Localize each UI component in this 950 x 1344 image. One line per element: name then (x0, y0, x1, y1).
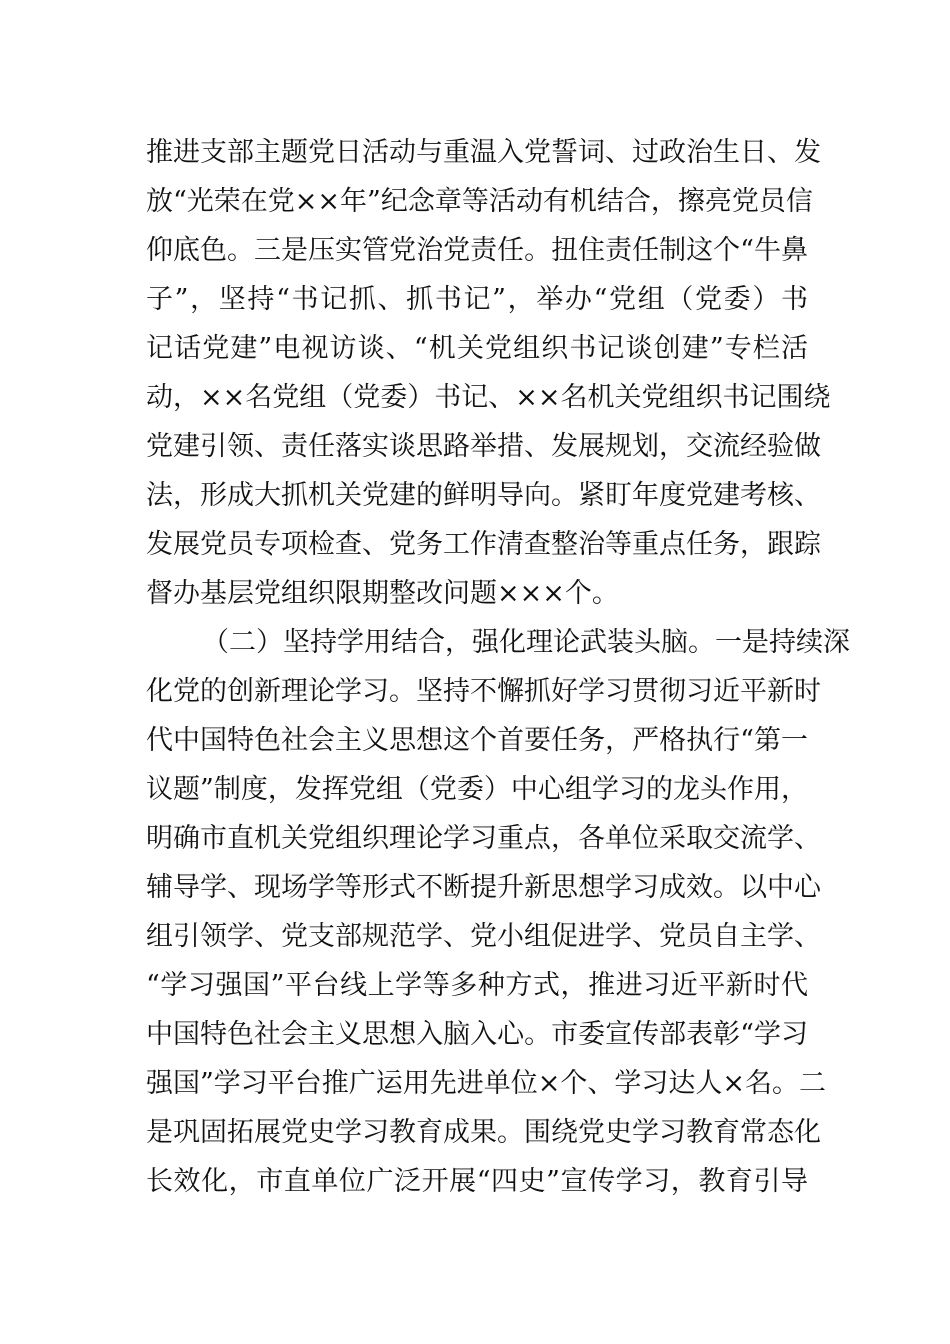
text-line-5: 记话党建”电视访谈、“机关党组织书记谈创建”专栏活 (146, 333, 808, 364)
text-line-22: 长效化，市直单位广泛开展“四史”宣传学习，教育引导 (146, 1166, 808, 1197)
text-line-2: 放“光荣在党××年”纪念章等活动有机结合，擦亮党员信 (146, 186, 813, 217)
text-line-3: 仰底色。三是压实管党治党责任。扭住责任制这个“牛鼻 (146, 235, 808, 266)
text-line-6: 动，××名党组（党委）书记、××名机关党组织书记围绕 (146, 382, 831, 413)
text-line-19: 中国特色社会主义思想入脑入心。市委宣传部表彰“学习 (146, 1019, 808, 1050)
section-heading-line: （二）坚持学用结合，强化理论武装头脑。一是持续深 (202, 627, 850, 658)
text-line-17: 组引领学、党支部规范学、党小组促进学、党员自主学、 (146, 921, 821, 952)
text-line-12: 化党的创新理论学习。坚持不懈抓好学习贯彻习近平新时 (146, 676, 821, 707)
text-line-4: 子”，坚持“书记抓、抓书记”，举办“党组（党委）书 (146, 284, 808, 315)
text-line-14: 议题”制度，发挥党组（党委）中心组学习的龙头作用， (146, 774, 808, 805)
text-line-10: 督办基层党组织限期整改问题×××个。 (146, 578, 619, 609)
text-line-15: 明确市直机关党组织理论学习重点，各单位采取交流学、 (146, 823, 821, 854)
text-line-7: 党建引领、责任落实谈思路举措、发展规划，交流经验做 (146, 431, 821, 462)
text-line-20: 强国”学习平台推广运用先进单位×个、学习达人×名。二 (146, 1068, 827, 1099)
text-line-1: 推进支部主题党日活动与重温入党誓词、过政治生日、发 (146, 137, 821, 168)
text-line-18: “学习强国”平台线上学等多种方式，推进习近平新时代 (146, 970, 808, 1001)
text-line-21: 是巩固拓展党史学习教育成果。围绕党史学习教育常态化 (146, 1117, 821, 1148)
text-line-13: 代中国特色社会主义思想这个首要任务，严格执行“第一 (146, 725, 808, 756)
text-line-16: 辅导学、现场学等形式不断提升新思想学习成效。以中心 (146, 872, 821, 903)
text-line-8: 法，形成大抓机关党建的鲜明导向。紧盯年度党建考核、 (146, 480, 821, 511)
text-line-9: 发展党员专项检查、党务工作清查整治等重点任务，跟踪 (146, 529, 821, 560)
